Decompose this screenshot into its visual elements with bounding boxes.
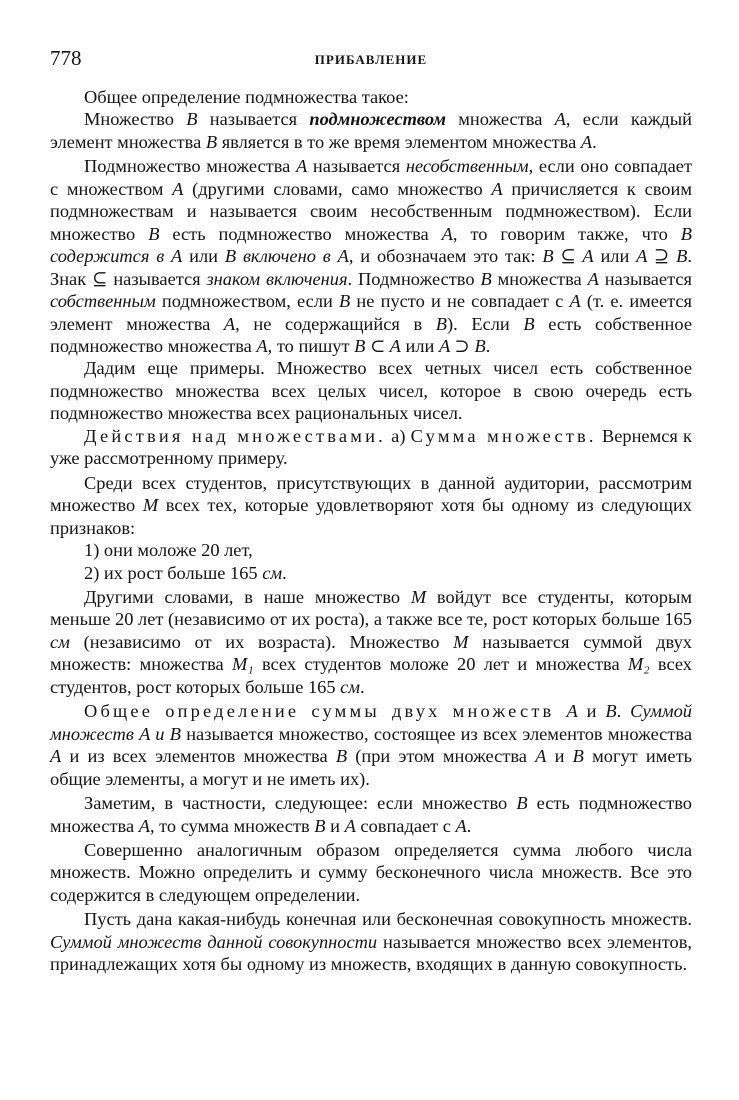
section-heading-set-operations: Действия над множествами.: [84, 425, 386, 446]
page-body: [50, 86, 692, 976]
paragraph-union-definition: Общее определение суммы двух множеств A и B. Суммой множеств A и B называется множество, состоящее из всех элементов множества A и из всех элементов множества B (при этом множества A и B могут иметь общие элементы, а могут и не иметь их).: [50, 701, 693, 789]
definition-heading: Общее определение суммы двух множеств: [84, 701, 567, 722]
subsection-heading-union: Сумма множеств.: [410, 425, 597, 446]
paragraph-set-operations: Действия над множествами. а) Сумма множеств. Вернемся к уже рассмотренному примеру.: [50, 425, 692, 469]
paragraph-union-note: Заметим, в частности, следующее: если множество B есть подмножество множества A, то сумма множеств B и A совпадает с A.: [50, 793, 692, 836]
page-number: 778: [50, 46, 82, 70]
paragraph-union-of-collection: Пусть дана какая-нибудь конечная или бесконечная совокупность множеств. Суммой множеств данной совокупности называется множество всех элементов, принадлежащих хотя бы одному из множеств, входящих в данную совокупность.: [50, 909, 692, 975]
paragraph-subset-definition: Множество B называется подмножеством множества A, если каждый элемент множества B является в то же время элементом множества A.: [50, 109, 692, 152]
running-title: ПРИБАВЛЕНИЕ: [314, 52, 428, 67]
paragraph-union-example: Другими словами, в наше множество M войдут все студенты, которым меньше 20 лет (независимо от их роста), а также все те, рост которых больше 165 см (независимо от их возраста). Множество M называется суммой двух множеств: множества M₁ всех студентов моложе 20 лет и множества M₂ всех студентов, рост которых больше 165 см.: [50, 586, 692, 697]
paragraph-union-generalization: Совершенно аналогичным образом определяется сумма любого числа множеств. Можно определить и сумму бесконечного числа множеств. Все это содержится в следующем определении.: [50, 839, 692, 905]
paragraph-more-examples: Дадим еще примеры. Множество всех четных чисел есть собственное подмножество множества всех целых чисел, которое в свою очередь есть подмножество множества всех рациональных чисел.: [50, 358, 692, 424]
paragraph-improper-subset: Подмножество множества A называется несобственным, если оно совпадает с множеством A (другими словами, само множество A причисляется к своим подмножествам и называется своим несобственным подмножеством). Если множество B есть подмножество множества A, то говорим также, что B содержится в A или B включено в A, и обозначаем это так: B ⊆ A или A ⊇ B. Знак ⊆ называется знаком включения. Подмножество B множества A называется собственным подмножеством, если B не пусто и не совпадает с A (т. е. имеется элемент множества A, не содержащийся в B). Если B есть собственное подмножество множества A, то пишут B ⊂ A или A ⊃ B.: [50, 156, 693, 356]
list-item: 1) они моложе 20 лет,: [84, 540, 253, 561]
page-header: [50, 46, 692, 76]
paragraph-subset-intro: Общее определение подмножества такое:: [84, 87, 409, 107]
list-item: 2) их рост больше 165 см.: [84, 562, 287, 583]
paragraph-students-example: Среди всех студентов, присутствующих в данной аудитории, рассмотрим множество M всех тех, которые удовлетворяют хотя бы одному из следующих признаков:: [50, 472, 692, 538]
